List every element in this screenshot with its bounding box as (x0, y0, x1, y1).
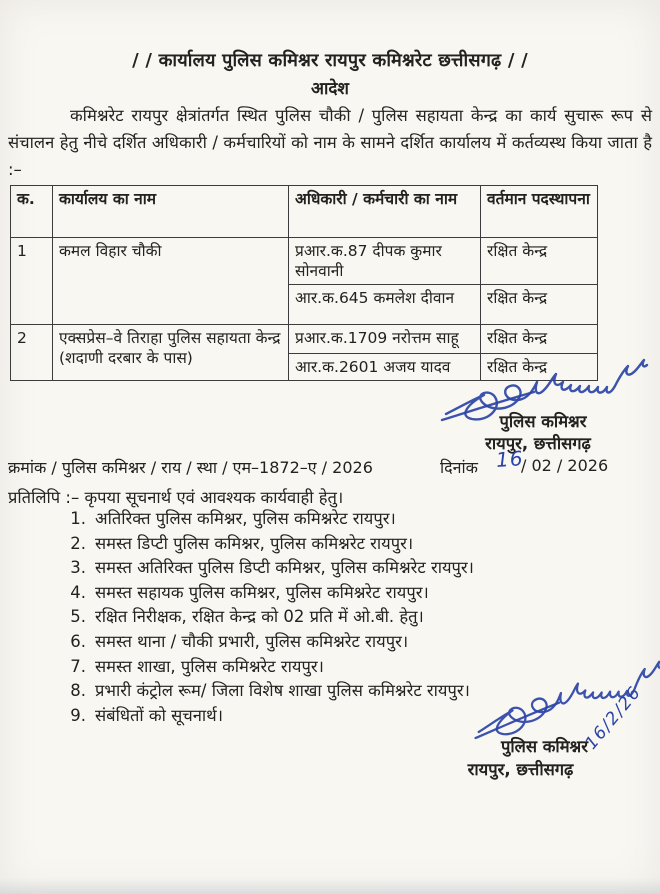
order-heading: आदेश (311, 79, 349, 99)
cell-posting: रक्षित केन्द्र (481, 238, 598, 285)
list-item-text: समस्त डिप्टी पुलिस कमिश्नर, पुलिस कमिश्नरेट रायपुर। (95, 533, 414, 553)
date-label: दिनांक (440, 458, 478, 477)
list-item-number: 6. (70, 631, 86, 651)
cell-officer-name: आर.क.2601 अजय यादव (289, 354, 481, 381)
list-item-text: अतिरिक्त पुलिस कमिश्नर, पुलिस कमिश्नरेट रायपुर। (95, 509, 396, 528)
list-item-number: 3. (70, 558, 86, 578)
list-item (60, 632, 620, 652)
cell-serial: 1 (11, 238, 53, 325)
col-header-posting: वर्तमान पदस्थापना (481, 186, 598, 238)
signatory-designation-top: पुलिस कमिश्नर (499, 412, 587, 431)
col-header-office: कार्यालय का नाम (53, 186, 289, 238)
list-item (60, 534, 620, 554)
cell-officer-name: प्रआर.क.1709 नरोत्तम साहू (289, 325, 481, 354)
list-item-text: समस्त अतिरिक्त पुलिस डिप्टी कमिश्नर, पुलिस कमिश्नरेट रायपुर। (95, 558, 474, 578)
cell-officer-name: प्रआर.क.87 दीपक कुमार सोनवानी (289, 238, 481, 285)
cell-posting: रक्षित केन्द्र (481, 325, 598, 354)
list-item-number: 9. (70, 705, 86, 725)
list-item (60, 583, 620, 603)
cell-serial: 2 (11, 325, 53, 381)
list-item-text: समस्त शाखा, पुलिस कमिश्नरेट रायपुर। (95, 656, 324, 676)
list-item-text: समस्त थाना / चौकी प्रभारी, पुलिस कमिश्नरेट रायपुर। (95, 631, 409, 651)
list-item (60, 558, 620, 578)
cell-posting: रक्षित केन्द्र (481, 354, 598, 381)
intro-paragraph: कमिश्नरेट रायपुर क्षेत्रांतर्गत स्थित पुलिस चौकी / पुलिस सहायता केन्द्र का कार्य सुचारू रूप से संचालन हेतु नीचे दर्शित अधिकारी / कर्मचारियों को नाम के सामने दर्शित कार्यालय में कर्तव्यस्थ किया जाता है :– (8, 106, 652, 179)
list-item-text: समस्त सहायक पुलिस कमिश्नर, पुलिस कमिश्नरेट रायपुर। (95, 582, 429, 602)
list-item-number: 5. (70, 607, 86, 627)
table-row (11, 325, 598, 354)
list-item-number: 8. (70, 681, 86, 701)
copy-section-heading: प्रतिलिपि :– कृपया सूचनार्थ एवं आवश्यक कार्यवाही हेतु। (8, 488, 344, 507)
handwritten-date-bottom: 16/2/26 (581, 682, 646, 754)
list-item-text: प्रभारी कंट्रोल रूम/ जिला विशेष शाखा पुलिस कमिश्नरेट रायपुर। (95, 681, 470, 701)
list-item-number: 2. (70, 533, 86, 553)
list-item-number: 1. (70, 509, 86, 528)
list-item-text: संबंधितों को सूचनार्थ। (95, 705, 223, 725)
list-item-text: रक्षित निरीक्षक, रक्षित केन्द्र को 02 प्रति में ओ.बी. हेतु। (95, 607, 424, 627)
cell-officer-name: आर.क.645 कमलेश दीवान (289, 285, 481, 325)
list-item-number: 4. (70, 582, 86, 602)
office-letterhead-title: / / कार्यालय पुलिस कमिश्नर रायपुर कमिश्नरेट छत्तीसगढ़ / / (132, 50, 528, 71)
table-header-row (11, 186, 598, 238)
col-header-officer: अधिकारी / कर्मचारी का नाम (289, 186, 481, 238)
signatory-place-bottom: रायपुर, छत्तीसगढ़ (467, 760, 574, 779)
cell-office: एक्सप्रेस–वे तिराहा पुलिस सहायता केन्द्र (शदाणी दरबार के पास) (53, 325, 289, 381)
col-header-serial: क. (11, 186, 53, 238)
cell-posting: रक्षित केन्द्र (481, 285, 598, 325)
signatory-place-top: रायपुर, छत्तीसगढ़ (485, 434, 591, 453)
cell-office: कमल विहार चौकी (53, 238, 289, 325)
table-row (11, 238, 598, 285)
list-item-number: 7. (70, 656, 86, 676)
reference-number: क्रमांक / पुलिस कमिश्नर / राय / स्था / एम–1872–ए / 2026 (8, 458, 373, 477)
date-printed-part: / 02 / 2026 (521, 456, 609, 475)
signatory-designation-bottom: पुलिस कमिश्नर (501, 737, 588, 756)
list-item (60, 509, 620, 529)
handwritten-date-day: 16 (495, 446, 525, 472)
list-item (60, 607, 620, 627)
